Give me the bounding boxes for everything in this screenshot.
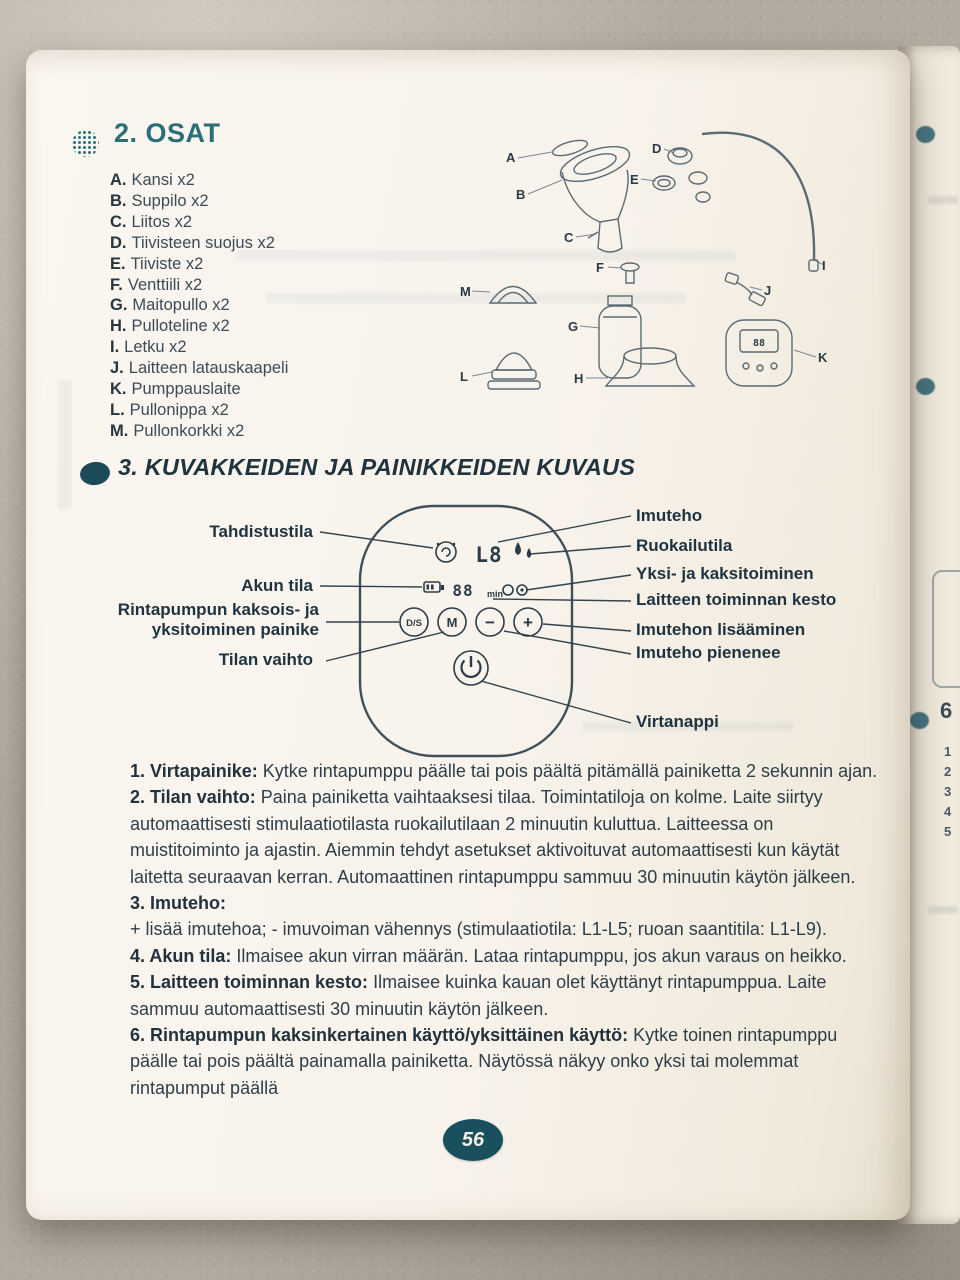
instruction-text: + lisää imutehoa; - imuvoiman vähennys (stimulaatiotila: L1-L5; ruoan saantitila: L1-L9). [130,919,827,940]
teat-part [488,353,540,389]
adjacent-page-dot [910,712,929,729]
bleed-through-artifact [58,380,72,510]
part-label: Letku x2 [124,338,187,357]
diagram-label-D: D [652,141,662,156]
adjacent-page-dot [916,126,935,143]
seal-ring-part [653,172,710,202]
instruction-lead: 3. Imuteho: [130,893,227,914]
adjacent-page-list-number: 5 [944,824,952,839]
feeding-mode-drops-icon [515,542,531,558]
parts-list-item [110,400,288,421]
diagram-label-L: L [460,369,468,384]
adjacent-page-list-number: 4 [944,804,952,819]
connector-part [588,219,622,252]
part-letter: M. [110,421,129,440]
stimulation-mode-icon [436,542,456,562]
part-label: Pulloteline x2 [131,317,230,336]
part-letter: A. [110,171,127,189]
tubing-part [702,133,818,271]
part-label: Laitteen latauskaapeli [128,359,289,378]
page-number: 56 [461,1128,485,1151]
parts-list-item [110,170,288,191]
part-letter: E. [110,254,126,273]
parts-list-item [110,358,288,379]
increase-button-label: + [523,613,533,632]
pump-unit-part [726,320,792,386]
instruction-text: Ilmaisee akun virran määrän. Lataa rintapumppu, jos akun varaus on heikko. [236,945,847,966]
parts-list-item [110,421,288,442]
panel-label-ruokailutila: Ruokailutila [636,536,733,555]
part-letter: B. [110,191,127,210]
part-label: Maitopullo x2 [132,296,230,315]
diagram-label-F: F [596,260,604,275]
parts-list-item [110,233,288,254]
parts-list-item [110,295,288,316]
part-label: Kansi x2 [131,171,195,189]
bottle-cap-part [490,287,536,304]
instruction-lead: 2. Tilan vaihto: [130,787,256,808]
parts-list-item [110,254,288,275]
parts-list-item [110,275,288,296]
adjacent-page-dot [916,378,935,395]
instruction-text: Paina painiketta vaihtaaksesi tilaa. Toimintatiloja on kolme. Laite siirtyy automaattisesti stimulaatiotilasta ruokailutilaan 2 minuutin kuluttua. Laitteessa on muistitoiminto ja ajastin. Aiemmin tehdyt asetukset aktivoituvat automaattisesti kun käytät laitetta seuraavan kerran. Automaattinen rintapumppu sammuu 30 minuutin käytön jälkeen. [130,787,856,887]
timer-display: 88 [452,581,474,600]
instruction-paragraph [130,1022,882,1101]
part-letter: D. [110,233,127,252]
diagram-label-E: E [630,172,639,187]
instruction-paragraph [130,916,882,942]
diagram-label-J: J [764,283,772,298]
instruction-lead: 4. Akun tila: [130,945,232,966]
part-label: Pullonkorkki x2 [133,421,245,440]
panel-label-tahdistustila: Tahdistustila [209,522,313,541]
panel-label-yksi-kaksitoiminen: Yksi- ja kaksitoiminen [636,564,814,583]
mode-button-label: M [446,615,458,630]
panel-label-akun-tila: Akun tila [241,576,313,595]
part-label: Pullonippa x2 [129,400,229,419]
diagram-label-M: M [460,284,471,299]
power-button-icon [454,651,488,685]
parts-list-item [110,316,288,337]
battery-icon [424,582,444,592]
diagram-label-C: C [564,230,574,245]
adjacent-page-heading-number: 6 [940,698,953,723]
instruction-lead: 5. Laitteen toiminnan kesto: [130,972,369,993]
cover-part [551,137,589,158]
part-letter: H. [110,317,127,336]
part-label: Pumppauslaite [131,380,241,399]
section-3-bullet-icon [79,460,112,487]
valve-part [621,263,639,283]
part-letter: F. [110,275,123,294]
panel-label-kaksois-yksitoiminen: Rintapumpun kaksois- ja yksitoiminen painike [117,600,319,639]
timer-unit-label: min [487,589,504,599]
adjacent-page-list-number: 2 [944,764,952,779]
instruction-lead: 1. Virtapainike: [130,761,258,781]
diagram-leader-lines [472,149,824,378]
part-letter: L. [110,400,125,419]
page-number-badge [443,1119,503,1161]
panel-label-imuteho: Imuteho [636,506,703,525]
diagram-label-G: G [568,319,579,334]
pump-device-outline [360,506,572,756]
part-label: Tiiviste x2 [130,254,204,273]
instruction-paragraph [130,890,882,916]
seal-cover-part [668,148,692,164]
panel-label-toiminnan-kesto: Laitteen toiminnan kesto [636,590,837,609]
instruction-text: Ilmaisee kuinka kauan olet käyttänyt rintapumppua. Laite sammuu automaattisesti 30 minuutin käytön jälkeen. [130,972,827,1019]
instructions-block [130,758,882,1101]
diagram-label-A: A [506,150,516,165]
section-2-halftone-bullet-icon [72,130,99,157]
panel-label-virtanappi: Virtanappi [636,712,719,731]
funnel-part [556,140,633,222]
parts-list-item [110,337,288,358]
instruction-text: Kytke rintapumppu päälle tai pois päältä pitämällä painiketta 2 sekunnin ajan. [262,761,878,781]
section-2-title: 2. OSAT [114,118,221,148]
parts-exploded-diagram [450,120,840,465]
part-label: Suppilo x2 [131,191,209,210]
instruction-paragraph [130,969,882,1022]
part-label: Tiivisteen suojus x2 [131,233,275,252]
section-3-title: 3. KUVAKKEIDEN JA PAINIKKEIDEN KUVAUS [118,454,636,480]
instruction-paragraph [130,784,882,890]
parts-list-item [110,212,288,233]
instruction-lead: 6. Rintapumpun kaksinkertainen käyttö/yksittäinen käyttö: [130,1025,629,1046]
suction-level-display: L8 [475,543,503,567]
ds-button-label: D/S [406,618,422,629]
diagram-label-I: I [822,258,826,273]
instruction-text: Kytke toinen rintapumppu päälle tai pois päältä painamalla painiketta. Näytössä näkyy onko yksi tai molemmat rintapumput päällä [130,1025,838,1098]
panel-label-imutehon-lisaaminen: Imutehon lisääminen [636,620,806,639]
diagram-label-H: H [574,371,584,386]
adjacent-page-list-number: 1 [944,744,952,759]
adjacent-page-partial-box [932,570,960,688]
part-label: Liitos x2 [131,212,193,231]
bleed-through-artifact [928,196,958,204]
instruction-paragraph [130,943,882,969]
parts-list-item [110,379,288,400]
single-double-pump-icon [503,585,527,595]
manual-page [26,50,910,1220]
parts-list-item [110,191,288,212]
milk-bottle-part [599,296,641,378]
diagram-label-B: B [516,187,526,202]
bleed-through-artifact [928,906,958,914]
part-letter: I. [110,338,120,357]
bottle-stand-part [606,348,694,386]
decrease-button-label: − [485,613,495,632]
panel-label-tilan-vaihto: Tilan vaihto [218,650,313,669]
pump-unit-display: 88 [752,338,766,349]
panel-label-imuteho-pienenee: Imuteho pienenee [636,643,781,662]
adjacent-page-list-number: 3 [944,784,952,799]
part-letter: K. [110,380,127,399]
part-letter: J. [110,359,124,378]
diagram-label-K: K [818,350,828,365]
part-letter: C. [110,212,127,231]
instruction-paragraph [130,758,882,784]
parts-list [110,170,288,442]
part-letter: G. [110,296,128,315]
control-panel-diagram [108,500,837,766]
part-label: Venttiili x2 [127,275,203,294]
